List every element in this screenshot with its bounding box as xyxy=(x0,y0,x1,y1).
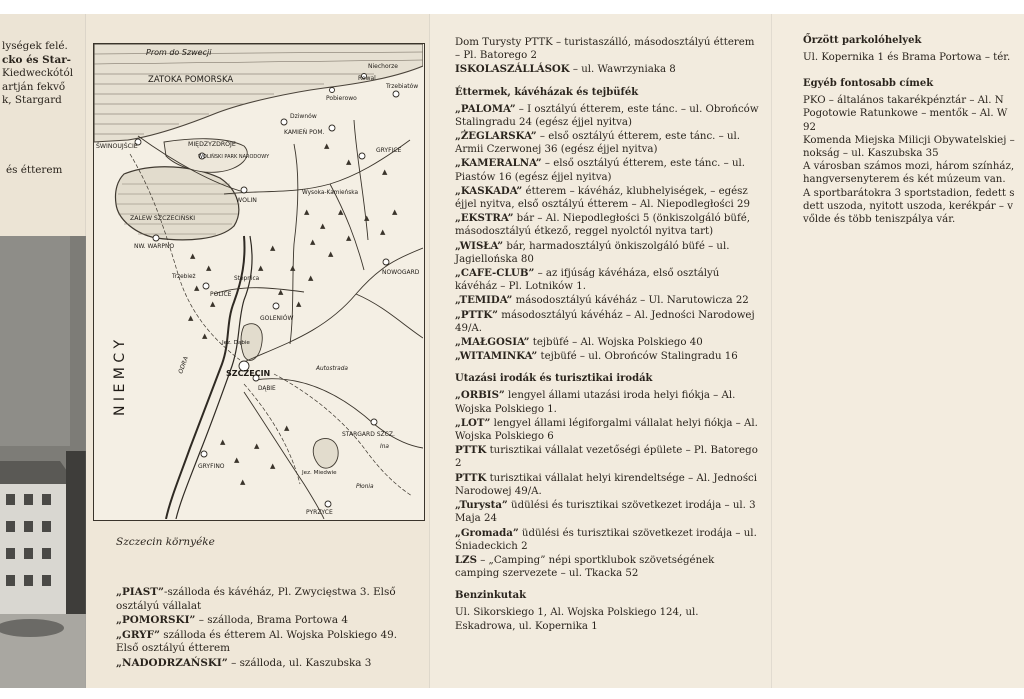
list-entry xyxy=(455,350,759,363)
map-label-nowogard: NOWOGARD xyxy=(382,269,420,276)
map-label-wolin: WOLIN xyxy=(236,197,257,204)
entry-text: turisztikai vállalat helyi kirendeltsége – Al. Jedności Narodowej 49/A. xyxy=(455,472,758,497)
text-line: Ul. Kopernika 1 és Brama Portowa – tér. xyxy=(803,52,1011,63)
other-addresses xyxy=(803,94,1024,226)
svg-text:▲: ▲ xyxy=(290,264,296,272)
list-entry xyxy=(455,472,759,498)
entry-name: „NADODRZAŃSKI” xyxy=(116,656,228,669)
map-label-gryfice: GRYFICE xyxy=(376,147,402,154)
text-line: PKO – általános takarékpénztár – Al. N xyxy=(803,95,1004,107)
entry-text: Ul. Sikorskiego 1, Al. Wojska Polskiego 124, ul. Eskadrowa, ul. Kopernika 1 xyxy=(455,607,699,632)
list-entry xyxy=(455,389,759,415)
map-label-prom: Prom do Szwecji xyxy=(146,48,212,57)
entry-name: „PALOMA” xyxy=(455,102,516,115)
list-entry xyxy=(455,185,759,211)
entry-text: Dom Turysty PTTK – turistaszálló, másodosztályú étterem – Pl. Batorego 2 xyxy=(455,37,755,62)
text-line: nokság – ul. Kaszubska 35 xyxy=(803,148,939,160)
svg-text:▲: ▲ xyxy=(304,208,310,216)
map-label-stepnica: Stepnica xyxy=(234,276,260,282)
list-entry xyxy=(455,157,759,183)
left-line: és étterem xyxy=(6,164,63,176)
map-label-wolinski: WOLIŃSKI PARK NARODOWY xyxy=(198,154,270,160)
svg-text:▲: ▲ xyxy=(210,300,216,308)
entry-text: – I osztályú étterem, este tánc. – ul. Obrońców Stalingradu 24 (egész éjjel nyitva) xyxy=(455,103,759,128)
fuel-station-list xyxy=(455,606,759,632)
parking-lines xyxy=(803,51,1024,64)
entry-text: – szálloda, Brama Portowa 4 xyxy=(195,614,348,626)
svg-text:▲: ▲ xyxy=(328,250,334,258)
svg-text:▲: ▲ xyxy=(338,208,344,216)
list-entry xyxy=(455,336,759,349)
svg-text:▲: ▲ xyxy=(296,300,302,308)
map-label-pobierowo: Pobierowo xyxy=(326,95,357,102)
building-photo-image xyxy=(0,236,86,688)
entry-text: tejbüfé – ul. Obrońców Stalingradu 16 xyxy=(537,351,738,363)
entry-name: „CAFE-CLUB” xyxy=(455,267,535,280)
map-label-kamien: KAMIEŃ POM. xyxy=(284,129,325,136)
list-entry xyxy=(116,614,416,628)
svg-text:▲: ▲ xyxy=(310,238,316,246)
listings-panel xyxy=(430,14,772,688)
list-entry xyxy=(455,212,759,238)
map-caption: Szczecin környéke xyxy=(116,536,215,548)
map-label-stargard: STARGARD SZCZ. xyxy=(342,431,395,438)
other-heading: Egyéb fontosabb címek xyxy=(803,78,934,90)
entry-name: „WISŁA” xyxy=(455,239,504,252)
svg-text:▲: ▲ xyxy=(364,214,370,222)
region-map xyxy=(93,43,425,521)
map-label-trzebiatow: Trzebiatów xyxy=(386,83,419,90)
entry-name: ISKOLASZÁLLÁSOK xyxy=(455,63,570,76)
list-entry xyxy=(116,586,416,613)
entry-text: – szálloda, ul. Kaszubska 3 xyxy=(227,656,372,669)
right-column xyxy=(803,35,1024,227)
list-entry xyxy=(116,657,416,671)
entry-text: étterem – kávéház, klubhelyiségek, – egész éjjel nyitva, első osztályú étterem – Al. Niepodległości 29 xyxy=(455,185,750,211)
map-label-niechorze: Niechorze xyxy=(368,63,398,70)
map-label-miedwie: Jez. Miedwie xyxy=(302,470,337,476)
svg-text:▲: ▲ xyxy=(188,314,194,322)
svg-text:▲: ▲ xyxy=(346,234,352,242)
map-label-ina: Ina xyxy=(380,444,389,450)
text-line: 92 xyxy=(803,121,816,133)
entry-name: „LOT” xyxy=(455,416,491,429)
left-line: cko és Star- xyxy=(2,53,71,66)
svg-text:▲: ▲ xyxy=(380,228,386,236)
region-map-drawing xyxy=(94,44,423,519)
list-entry xyxy=(455,499,759,525)
map-label-zalew: ZALEW SZCZECIŃSKI xyxy=(130,215,196,222)
list-entry xyxy=(455,267,759,293)
svg-text:▲: ▲ xyxy=(190,252,196,260)
svg-text:▲: ▲ xyxy=(382,168,388,176)
entry-name: „GRYF” xyxy=(116,628,160,641)
hotel-list xyxy=(116,586,416,671)
list-entry xyxy=(455,309,759,335)
left-line: artján fekvő xyxy=(2,80,66,93)
map-label-autostrada: Autostrada xyxy=(316,366,348,372)
map-label-trzebiez: Trzebież xyxy=(172,274,196,280)
map-label-swinoujscie: ŚWINOUJŚCIE xyxy=(96,143,138,150)
entry-name: „POMORSKI” xyxy=(116,614,196,626)
entry-text: – első osztályú étterem, este tánc. – ul. Armii Czerwonej 36 (egész éjjel nyitva) xyxy=(455,131,741,156)
text-line: Pogotowie Ratunkowe – mentők – Al. W xyxy=(803,108,1008,120)
listings-column xyxy=(455,36,759,634)
map-label-zatoka: ZATOKA POMORSKA xyxy=(148,75,234,85)
entry-name: „Gromada” xyxy=(455,526,519,539)
svg-text:▲: ▲ xyxy=(220,438,226,446)
text-line: A városban számos mozi, három színház, xyxy=(803,161,1015,173)
entry-text: bár, harmadosztályú önkiszolgáló büfé – ul. Jagiellońska 80 xyxy=(455,240,730,265)
map-label-dabie-lake: Jez. Dąbie xyxy=(222,340,250,346)
list-entry xyxy=(455,103,759,129)
entry-name: „ORBIS” xyxy=(455,389,505,402)
map-label-rewal: Rewal xyxy=(358,75,376,82)
svg-text:▲: ▲ xyxy=(258,264,264,272)
svg-text:▲: ▲ xyxy=(270,244,276,252)
text-line: vőlde és több teniszpálya vár. xyxy=(803,214,956,226)
svg-text:▲: ▲ xyxy=(206,264,212,272)
entry-text: – az ifjúság kávéháza, első osztályú kávéház – Pl. Lotników 1. xyxy=(455,268,720,293)
list-entry xyxy=(455,444,759,470)
map-label-miedzyzdroje: MIĘDZYZDROJE xyxy=(188,141,236,148)
map-label-wysoka: Wysoka-Kamieńska xyxy=(302,190,359,196)
map-label-police: POLICE xyxy=(210,291,232,298)
entry-text: -szálloda és kávéház, Pl. Zwycięstwa 3. Első osztályú vállalat xyxy=(116,586,396,612)
entry-text: – „Camping” népi sportklubok szövetségének camping szervezete – ul. Tkacka 52 xyxy=(455,554,715,580)
map-label-goleniow: GOLENIÓW xyxy=(260,315,294,322)
entry-text: turisztikai vállalat vezetőségi épülete – Pl. Batorego 2 xyxy=(455,445,758,470)
entry-name: LZS xyxy=(455,553,477,566)
list-entry xyxy=(455,130,759,156)
entry-name: „Turysta” xyxy=(455,499,508,512)
fuel-heading: Benzinkutak xyxy=(455,590,527,602)
svg-text:▲: ▲ xyxy=(270,462,276,470)
left-line: Kiedweckótól xyxy=(2,67,74,79)
entry-name: PTTK xyxy=(455,444,487,457)
map-label-niemcy: N I E M C Y xyxy=(112,339,128,416)
entry-name: PTTK xyxy=(455,471,487,484)
right-panel xyxy=(772,14,1024,688)
entry-name: „ŻEGLARSKA” xyxy=(455,130,537,143)
svg-text:▲: ▲ xyxy=(234,456,240,464)
svg-text:▲: ▲ xyxy=(194,284,200,292)
building-photo xyxy=(0,236,86,688)
parking-heading: Őrzött parkolóhelyek xyxy=(803,35,922,46)
left-line: lységek felé. xyxy=(2,40,68,52)
list-entry xyxy=(455,240,759,266)
entry-name: „EKSTRA” xyxy=(455,212,514,225)
entry-text: – első osztályú étterem, este tánc. – ul. Piastów 16 (egész éjjel nyitva) xyxy=(455,158,746,183)
svg-text:▲: ▲ xyxy=(320,222,326,230)
list-entry xyxy=(455,606,759,632)
entry-name: „KASKADA” xyxy=(455,184,523,197)
list-entry xyxy=(116,629,416,656)
map-label-pyrzyce: PYRZYCE xyxy=(306,509,333,516)
entry-text: tejbüfé – Al. Wojska Polskiego 40 xyxy=(529,337,703,349)
left-text-top xyxy=(2,40,86,108)
entry-text: – ul. Wawrzyniaka 8 xyxy=(569,64,676,76)
travel-heading: Utazási irodák és turisztikai irodák xyxy=(455,373,653,385)
map-panel xyxy=(86,14,430,688)
entry-text: lengyel állami légiforgalmi vállalat helyi fiókja – Al. Wojska Polskiego 6 xyxy=(455,417,758,443)
restaurant-list xyxy=(455,103,759,364)
entry-name: „PTTK” xyxy=(455,308,499,321)
text-line: Komenda Miejska Milicji Obywatelskiej – xyxy=(803,134,1015,146)
svg-text:▲: ▲ xyxy=(254,442,260,450)
map-label-szczecin: SZCZECIN xyxy=(226,369,271,378)
list-entry xyxy=(455,417,759,443)
entry-text: bár – Al. Niepodległości 5 (önkiszolgáló büfé, másodosztályú étkező, reggel nyolctól nyitva tart) xyxy=(455,213,751,238)
travel-agency-list xyxy=(455,389,759,580)
text-line: dett uszoda, nyitott uszoda, kerékpár – v xyxy=(803,200,1013,212)
left-line: k, Stargard xyxy=(2,94,62,106)
list-entry xyxy=(455,63,759,76)
entry-text: szálloda és étterem Al. Wojska Polskiego 49. Első osztályú étterem xyxy=(116,628,397,654)
svg-text:▲: ▲ xyxy=(278,288,284,296)
map-label-plonia: Płonia xyxy=(356,484,374,490)
svg-text:▲: ▲ xyxy=(240,478,246,486)
svg-text:▲: ▲ xyxy=(392,208,398,216)
text-line: hangversenyterem és két múzeum van. xyxy=(803,174,1006,186)
entry-text: lengyel állami utazási iroda helyi fiókja – Al. Wojska Polskiego 1. xyxy=(455,390,736,415)
entry-text: másodosztályú kávéház – Al. Jedności Narodowej 49/A. xyxy=(455,309,755,334)
entry-text: másodosztályú kávéház – Ul. Narutowicza 22 xyxy=(512,295,749,307)
map-label-dabie: DĄBIE xyxy=(258,386,276,392)
svg-text:▲: ▲ xyxy=(346,158,352,166)
text-line: A sportbarátokra 3 sportstadion, fedett s xyxy=(803,187,1015,199)
list-entry xyxy=(455,36,759,62)
entry-text: üdülési és turisztikai szövetkezet irodája – ul. Śniadeckich 2 xyxy=(455,527,757,552)
entry-name: „MAŁGOSIA” xyxy=(455,336,530,349)
entry-name: „KAMERALNA” xyxy=(455,157,542,170)
list-entry xyxy=(455,294,759,307)
list-entry xyxy=(455,554,759,580)
map-label-gryfino: GRYFINO xyxy=(198,463,225,470)
list-entry xyxy=(455,527,759,553)
entry-name: „TEMIDA” xyxy=(455,294,513,307)
svg-text:▲: ▲ xyxy=(284,424,290,432)
map-label-dziwnow: Dziwnów xyxy=(290,113,317,120)
lodging-list xyxy=(455,36,759,77)
entry-name: „WITAMINKA” xyxy=(455,350,538,363)
map-label-nowewarpno: NW. WARPNO xyxy=(134,243,175,250)
entry-text: üdülési és turisztikai szövetkezet irodája – ul. 3 Maja 24 xyxy=(455,500,756,525)
svg-text:▲: ▲ xyxy=(202,332,208,340)
restaurants-heading: Éttermek, kávéházak és tejbüfék xyxy=(455,86,639,98)
map-label-odra: ODRA xyxy=(177,355,190,375)
entry-name: „PIAST” xyxy=(116,586,164,598)
svg-text:▲: ▲ xyxy=(308,274,314,282)
svg-text:▲: ▲ xyxy=(324,142,330,150)
left-page-fragment xyxy=(0,14,86,688)
